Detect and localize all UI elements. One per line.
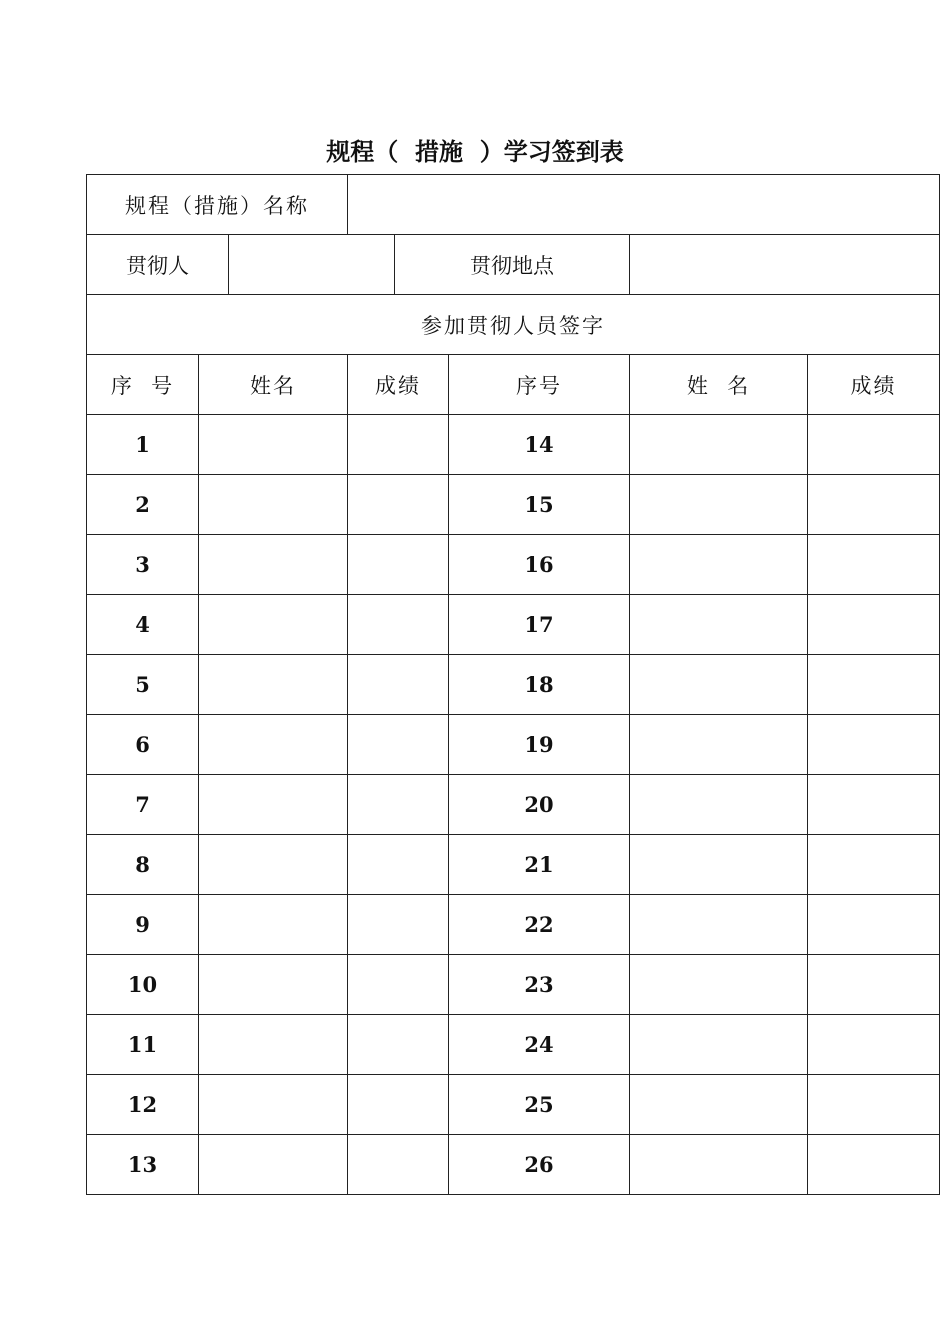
score-cell-right[interactable] bbox=[808, 1015, 940, 1075]
instructor-field[interactable] bbox=[229, 235, 395, 295]
name-cell-left[interactable] bbox=[199, 655, 348, 715]
row-number-left: 1 bbox=[87, 415, 199, 475]
table-row bbox=[87, 1135, 940, 1195]
table-row bbox=[87, 775, 940, 835]
row-number-left: 12 bbox=[87, 1075, 199, 1135]
name-cell-right[interactable] bbox=[630, 955, 808, 1015]
score-cell-left[interactable] bbox=[348, 1075, 449, 1135]
name-cell-left[interactable] bbox=[199, 775, 348, 835]
procedure-name-field[interactable] bbox=[348, 175, 940, 235]
name-cell-left[interactable] bbox=[199, 1135, 348, 1195]
column-header-name-left: 姓名 bbox=[199, 355, 348, 415]
name-cell-right[interactable] bbox=[630, 475, 808, 535]
name-cell-left[interactable] bbox=[199, 715, 348, 775]
score-cell-left[interactable] bbox=[348, 415, 449, 475]
row-number-right: 14 bbox=[449, 415, 630, 475]
name-cell-left[interactable] bbox=[199, 1015, 348, 1075]
name-cell-right[interactable] bbox=[630, 775, 808, 835]
section-title: 参加贯彻人员签字 bbox=[87, 295, 940, 355]
row-number-right: 26 bbox=[449, 1135, 630, 1195]
score-cell-right[interactable] bbox=[808, 715, 940, 775]
table-row bbox=[87, 595, 940, 655]
row-number-left: 8 bbox=[87, 835, 199, 895]
score-cell-right[interactable] bbox=[808, 955, 940, 1015]
procedure-name-label: 规程（措施）名称 bbox=[87, 175, 348, 235]
name-cell-right[interactable] bbox=[630, 595, 808, 655]
sign-in-table bbox=[86, 174, 940, 1195]
row-number-left: 13 bbox=[87, 1135, 199, 1195]
column-header-seq-right: 序号 bbox=[449, 355, 630, 415]
name-cell-left[interactable] bbox=[199, 895, 348, 955]
score-cell-left[interactable] bbox=[348, 835, 449, 895]
score-cell-right[interactable] bbox=[808, 835, 940, 895]
instructor-label: 贯彻人 bbox=[87, 235, 229, 295]
page-title: 规程（ 措施 ）学习签到表 bbox=[326, 138, 624, 166]
row-number-left: 4 bbox=[87, 595, 199, 655]
table-row bbox=[87, 1015, 940, 1075]
name-cell-right[interactable] bbox=[630, 1015, 808, 1075]
score-cell-right[interactable] bbox=[808, 475, 940, 535]
row-number-left: 7 bbox=[87, 775, 199, 835]
table-row bbox=[87, 415, 940, 475]
score-cell-right[interactable] bbox=[808, 1075, 940, 1135]
instructor-row bbox=[87, 235, 940, 295]
table-row bbox=[87, 895, 940, 955]
name-cell-right[interactable] bbox=[630, 895, 808, 955]
name-cell-right[interactable] bbox=[630, 1075, 808, 1135]
table-row bbox=[87, 655, 940, 715]
name-cell-left[interactable] bbox=[199, 1075, 348, 1135]
row-number-left: 6 bbox=[87, 715, 199, 775]
name-cell-left[interactable] bbox=[199, 415, 348, 475]
score-cell-right[interactable] bbox=[808, 535, 940, 595]
score-cell-right[interactable] bbox=[808, 1135, 940, 1195]
location-field[interactable] bbox=[630, 235, 940, 295]
column-header-seq-left: 序 号 bbox=[87, 355, 199, 415]
name-cell-right[interactable] bbox=[630, 835, 808, 895]
column-header-name-right: 姓 名 bbox=[630, 355, 808, 415]
score-cell-left[interactable] bbox=[348, 1015, 449, 1075]
score-cell-left[interactable] bbox=[348, 775, 449, 835]
score-cell-left[interactable] bbox=[348, 475, 449, 535]
name-cell-right[interactable] bbox=[630, 715, 808, 775]
row-number-right: 24 bbox=[449, 1015, 630, 1075]
row-number-right: 17 bbox=[449, 595, 630, 655]
name-row bbox=[87, 175, 940, 235]
row-number-right: 21 bbox=[449, 835, 630, 895]
row-number-right: 25 bbox=[449, 1075, 630, 1135]
table-row bbox=[87, 835, 940, 895]
score-cell-left[interactable] bbox=[348, 955, 449, 1015]
name-cell-left[interactable] bbox=[199, 475, 348, 535]
location-label: 贯彻地点 bbox=[395, 235, 630, 295]
score-cell-left[interactable] bbox=[348, 715, 449, 775]
row-number-right: 15 bbox=[449, 475, 630, 535]
name-cell-left[interactable] bbox=[199, 595, 348, 655]
row-number-left: 2 bbox=[87, 475, 199, 535]
row-number-right: 22 bbox=[449, 895, 630, 955]
name-cell-right[interactable] bbox=[630, 1135, 808, 1195]
table-row bbox=[87, 475, 940, 535]
name-cell-right[interactable] bbox=[630, 535, 808, 595]
score-cell-left[interactable] bbox=[348, 595, 449, 655]
row-number-left: 5 bbox=[87, 655, 199, 715]
name-cell-right[interactable] bbox=[630, 655, 808, 715]
score-cell-left[interactable] bbox=[348, 655, 449, 715]
table-row bbox=[87, 715, 940, 775]
score-cell-left[interactable] bbox=[348, 895, 449, 955]
score-cell-right[interactable] bbox=[808, 655, 940, 715]
score-cell-right[interactable] bbox=[808, 895, 940, 955]
score-cell-left[interactable] bbox=[348, 535, 449, 595]
table-row bbox=[87, 955, 940, 1015]
score-cell-left[interactable] bbox=[348, 1135, 449, 1195]
row-number-left: 10 bbox=[87, 955, 199, 1015]
section-title-row bbox=[87, 295, 940, 355]
name-cell-left[interactable] bbox=[199, 835, 348, 895]
row-number-right: 20 bbox=[449, 775, 630, 835]
table-row bbox=[87, 1075, 940, 1135]
row-number-left: 9 bbox=[87, 895, 199, 955]
score-cell-right[interactable] bbox=[808, 595, 940, 655]
name-cell-left[interactable] bbox=[199, 955, 348, 1015]
row-number-right: 18 bbox=[449, 655, 630, 715]
row-number-right: 19 bbox=[449, 715, 630, 775]
score-cell-right[interactable] bbox=[808, 415, 940, 475]
name-cell-right[interactable] bbox=[630, 415, 808, 475]
row-number-left: 11 bbox=[87, 1015, 199, 1075]
row-number-left: 3 bbox=[87, 535, 199, 595]
name-cell-left[interactable] bbox=[199, 535, 348, 595]
score-cell-right[interactable] bbox=[808, 775, 940, 835]
row-number-right: 23 bbox=[449, 955, 630, 1015]
column-header-score-right: 成绩 bbox=[808, 355, 940, 415]
row-number-right: 16 bbox=[449, 535, 630, 595]
column-header-row bbox=[87, 355, 940, 415]
table-row bbox=[87, 535, 940, 595]
column-header-score-left: 成绩 bbox=[348, 355, 449, 415]
